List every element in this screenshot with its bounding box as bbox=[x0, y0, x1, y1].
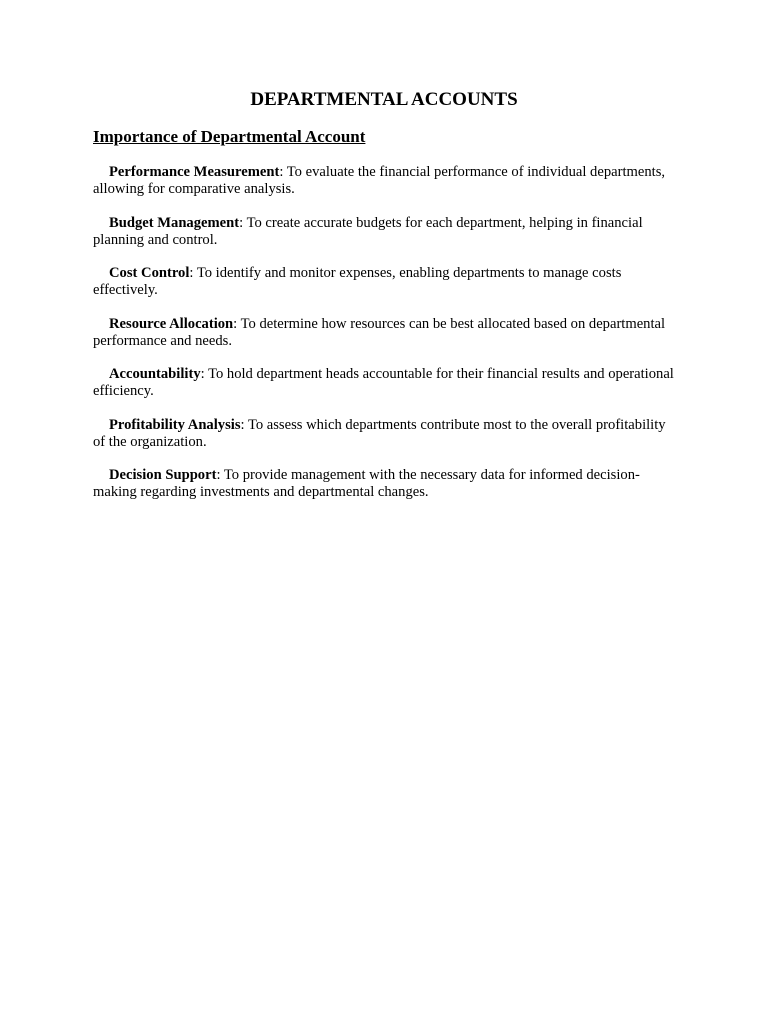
point-text: : To assess which departments contribute most to the overall profitability of the organization. bbox=[93, 416, 666, 450]
point-accountability bbox=[93, 366, 678, 400]
point-term: Decision Support bbox=[109, 467, 217, 483]
point-cost-control bbox=[93, 265, 678, 299]
point-profitability-analysis bbox=[93, 417, 678, 451]
point-decision-support bbox=[93, 467, 678, 501]
point-term: Cost Control bbox=[109, 265, 190, 281]
point-text: : To create accurate budgets for each department, helping in financial planning and control. bbox=[93, 214, 643, 248]
point-resource-allocation bbox=[93, 316, 678, 350]
point-text: : To hold department heads accountable for their financial results and operational efficiency. bbox=[93, 366, 674, 399]
point-term: Accountability bbox=[109, 366, 201, 382]
point-term: Profitability Analysis bbox=[109, 416, 241, 433]
document-title: DEPARTMENTAL ACCOUNTS bbox=[250, 89, 518, 110]
point-term: Resource Allocation bbox=[109, 315, 234, 332]
point-text: : To provide management with the necessary data for informed decision-making regarding investments and departmental changes. bbox=[93, 467, 640, 500]
point-term: Performance Measurement bbox=[109, 164, 280, 180]
point-budget-management bbox=[93, 215, 678, 249]
point-performance-measurement bbox=[93, 164, 678, 198]
point-text: : To identify and monitor expenses, enabling departments to manage costs effectively. bbox=[93, 265, 622, 298]
section-heading: Importance of Departmental Account bbox=[93, 127, 366, 146]
point-text: : To evaluate the financial performance of individual departments, allowing for comparative analysis. bbox=[93, 164, 666, 197]
point-term: Budget Management bbox=[109, 214, 240, 231]
importance-list bbox=[93, 164, 678, 518]
point-text: : To determine how resources can be best allocated based on departmental performance and needs. bbox=[93, 315, 666, 349]
